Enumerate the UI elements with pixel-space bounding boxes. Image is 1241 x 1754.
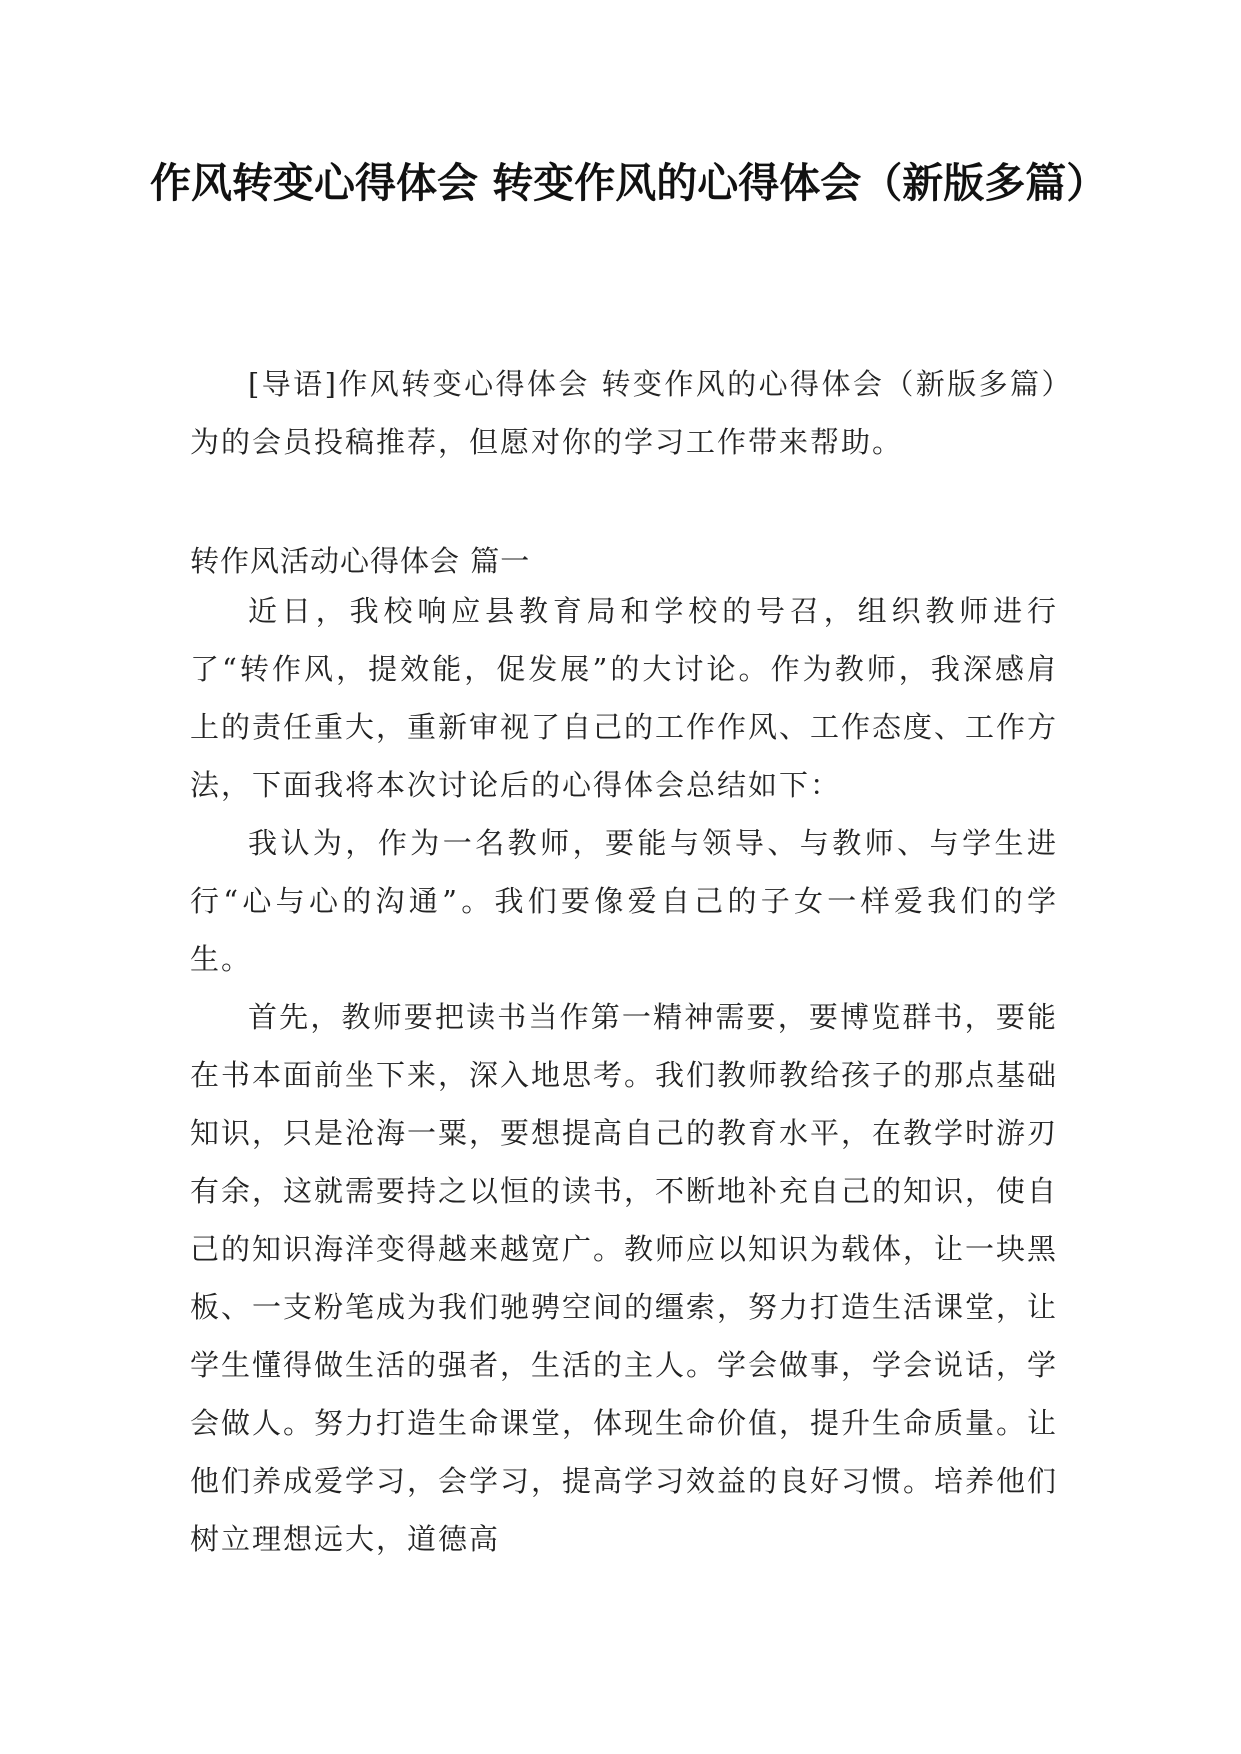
intro-text: [导语]作风转变心得体会 转变作风的心得体会（新版多篇）为的会员投稿推荐，但愿对你的学习工作带来帮助。 — [190, 367, 1058, 459]
article-body — [190, 582, 1058, 1568]
body-paragraph: 我认为，作为一名教师，要能与领导、与教师、与学生进行“心与心的沟通”。我们要像爱自己的子女一样爱我们的学生。 — [190, 826, 1058, 976]
body-paragraph: 首先，教师要把读书当作第一精神需要，要博览群书，要能在书本面前坐下来，深入地思考。我们教师教给孩子的那点基础知识，只是沧海一粟，要想提高自己的教育水平，在教学时游刃有余，这就需要持之以恒的读书，不断地补充自己的知识，使自己的知识海洋变得越来越宽广。教师应以知识为载体，让一块黑板、一支粉笔成为我们驰骋空间的缰索，努力打造生活课堂，让学生懂得做生活的强者，生活的主人。学会做事，学会说话，学会做人。努力打造生命课堂，体现生命价值，提升生命质量。让他们养成爱学习，会学习，提高学习效益的良好习惯。培养他们树立理想远大，道德高 — [190, 1000, 1059, 1556]
document-title: 作风转变心得体会 转变作风的心得体会（新版多篇） — [150, 159, 1108, 207]
section-heading: 转作风活动心得体会 篇一 — [190, 544, 531, 578]
intro-paragraph — [190, 355, 1058, 471]
body-paragraph: 近日，我校响应县教育局和学校的号召，组织教师进行了“转作风，提效能，促发展”的大讨论。作为教师，我深感肩上的责任重大，重新审视了自己的工作作风、工作态度、工作方法，下面我将本次讨论后的心得体会总结如下： — [190, 594, 1059, 802]
